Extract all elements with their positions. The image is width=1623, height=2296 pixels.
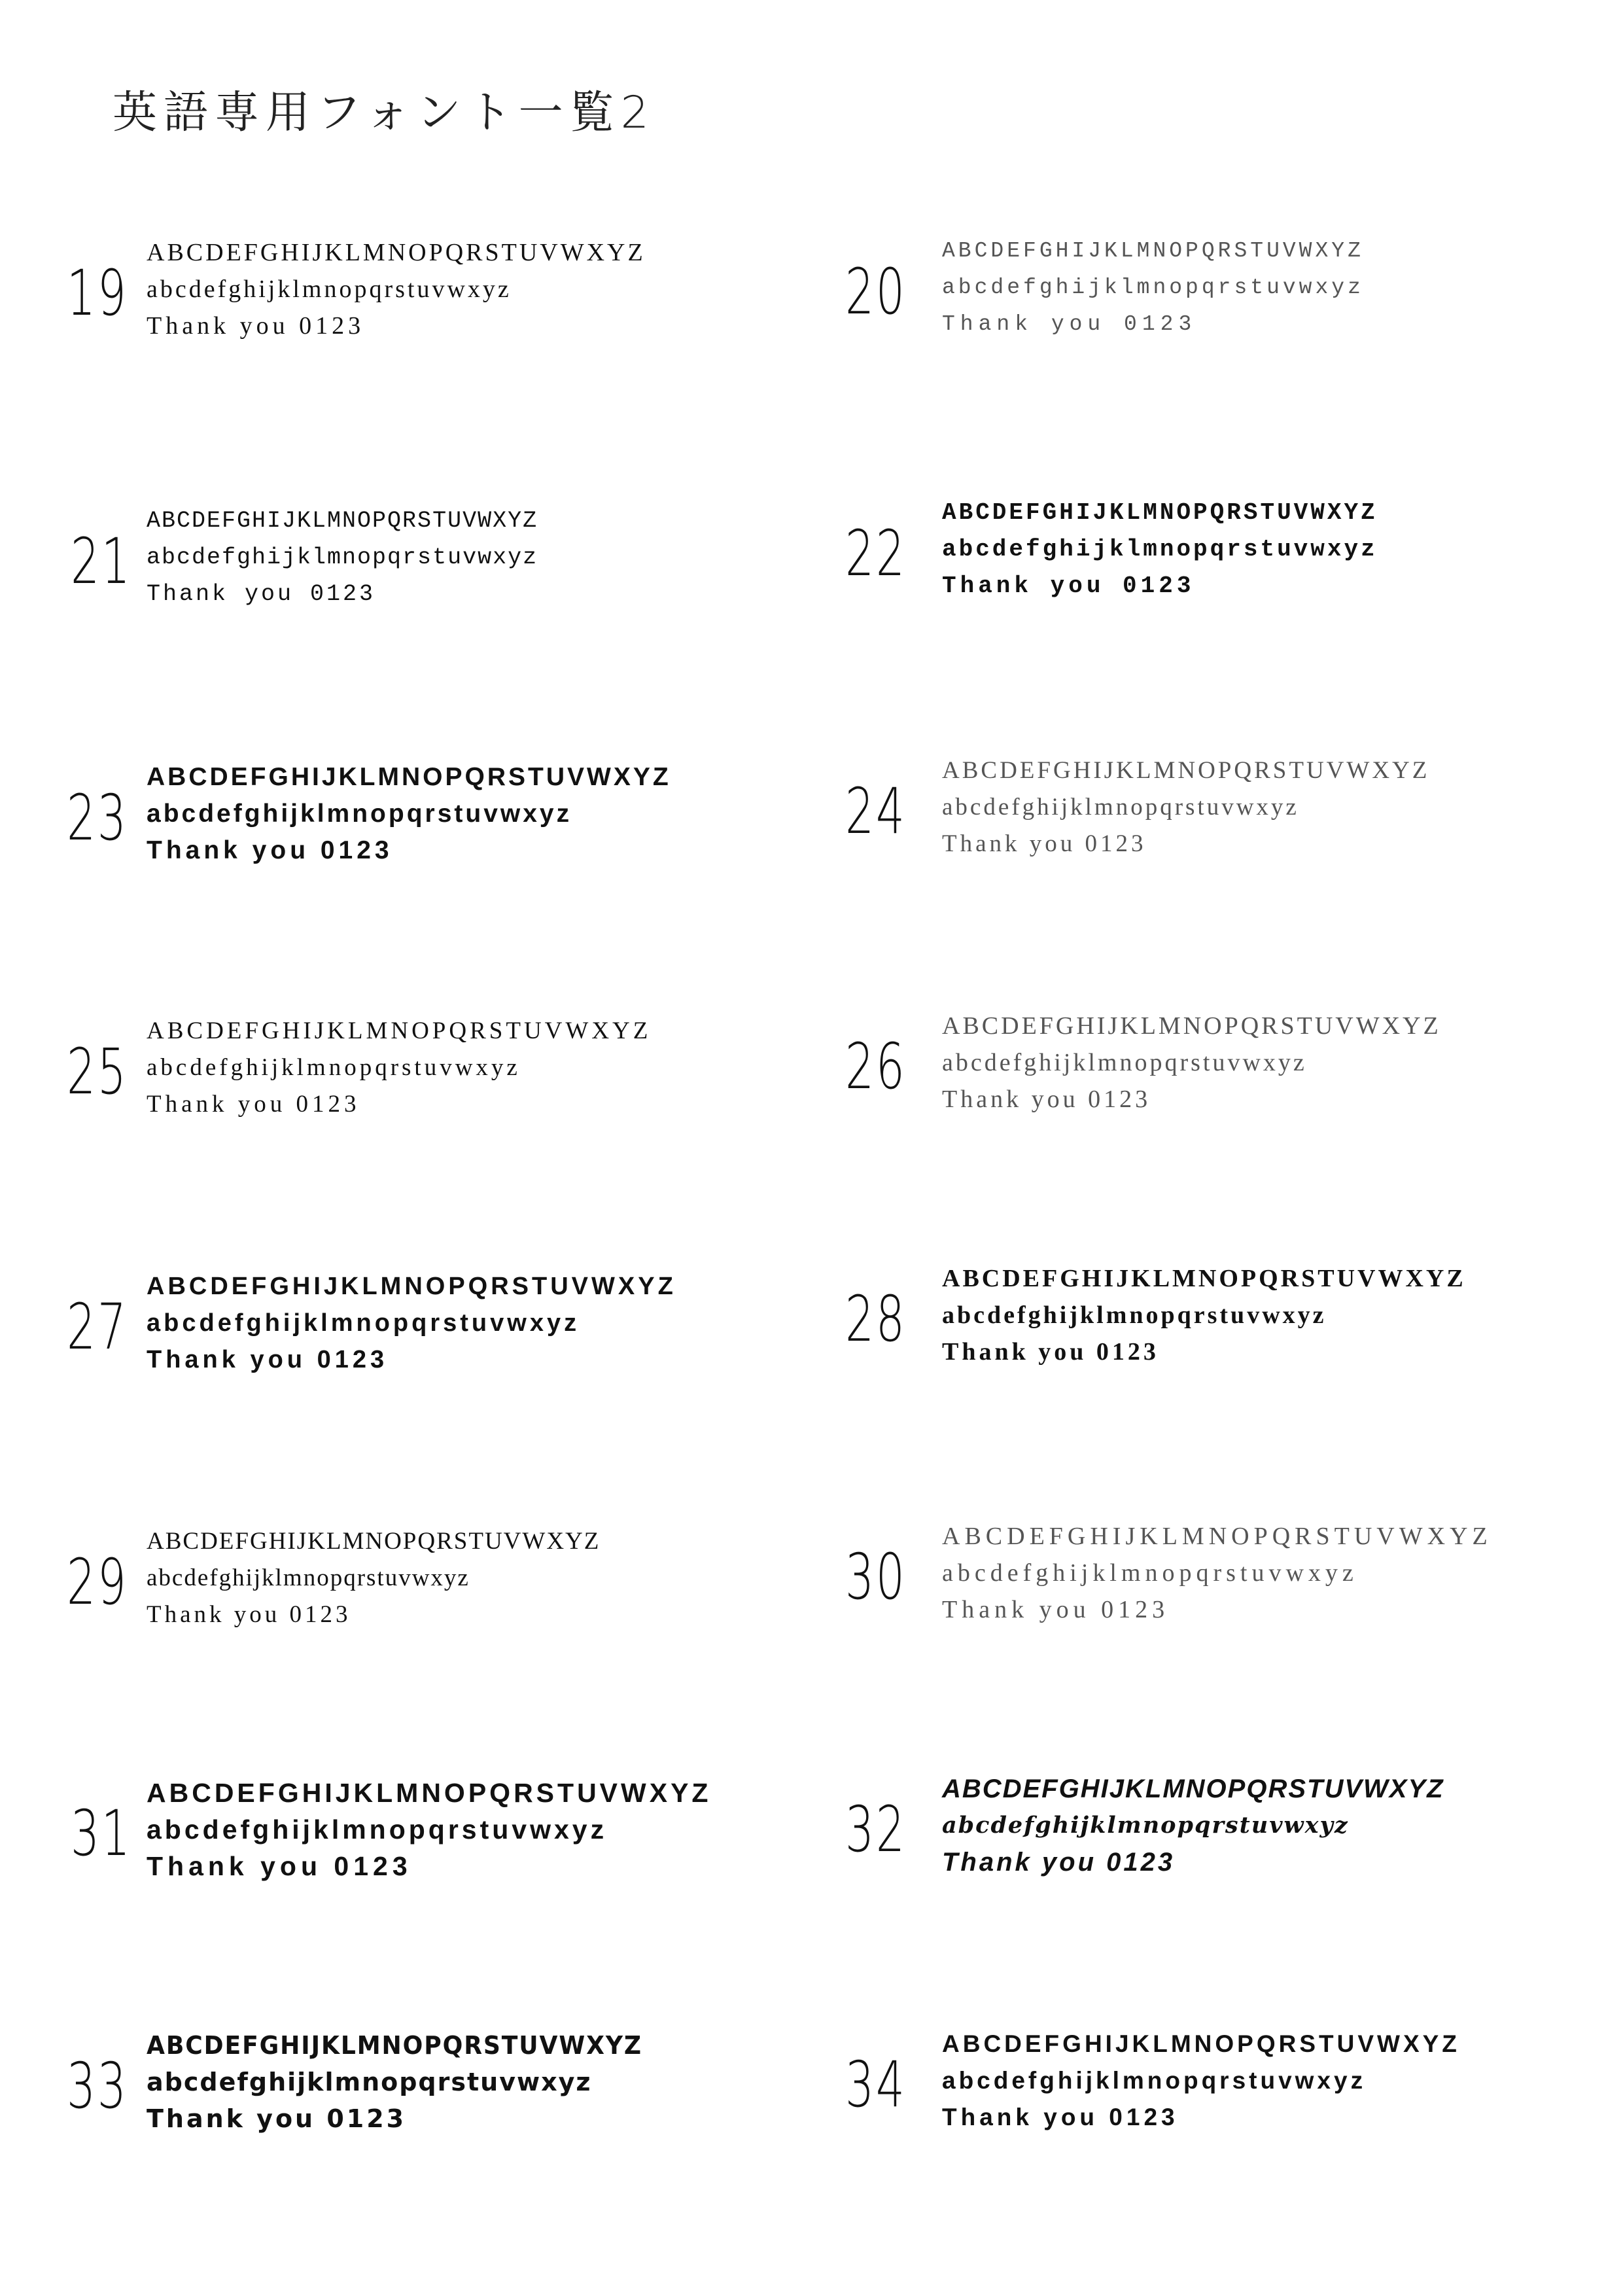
font-sample-26 xyxy=(845,1008,1597,1165)
uppercase-line: ABCDEFGHIJKLMNOPQRSTUVWXYZ xyxy=(147,1273,676,1300)
font-sample-22 xyxy=(845,495,1597,652)
lowercase-line: abcdefghijklmnopqrstuvwxyz xyxy=(942,536,1378,563)
lowercase-line: abcdefghijklmnopqrstuvwxyz xyxy=(147,1564,470,1591)
uppercase-line: ABCDEFGHIJKLMNOPQRSTUVWXYZ xyxy=(942,1523,1492,1550)
sample-number: 21 xyxy=(71,525,132,598)
phrase-line: Thank you 0123 xyxy=(147,1851,412,1881)
sample-number: 22 xyxy=(845,517,907,590)
phrase-line: Thank you 0123 xyxy=(942,1848,1176,1877)
sample-number: 24 xyxy=(845,775,907,848)
sample-number: 30 xyxy=(845,1540,907,1614)
uppercase-line: ABCDEFGHIJKLMNOPQRSTUVWXYZ xyxy=(147,1778,712,1808)
uppercase-line: ABCDEFGHIJKLMNOPQRSTUVWXYZ xyxy=(942,2030,1460,2057)
font-sample-24 xyxy=(845,752,1597,910)
uppercase-line: ABCDEFGHIJKLMNOPQRSTUVWXYZ xyxy=(147,508,538,534)
phrase-line: Thank you 0123 xyxy=(942,830,1147,857)
phrase-line: Thank you 0123 xyxy=(942,1086,1151,1113)
lowercase-line: abcdefghijklmnopqrstuvwxyz xyxy=(147,800,572,828)
phrase-line: Thank you 0123 xyxy=(147,1346,389,1373)
uppercase-line: ABCDEFGHIJKLMNOPQRSTUVWXYZ xyxy=(147,1528,601,1555)
sample-number: 25 xyxy=(67,1035,128,1108)
uppercase-line: ABCDEFGHIJKLMNOPQRSTUVWXYZ xyxy=(147,763,671,791)
phrase-line: Thank you 0123 xyxy=(942,573,1195,599)
font-sample-21 xyxy=(71,503,823,660)
uppercase-line: ABCDEFGHIJKLMNOPQRSTUVWXYZ xyxy=(147,239,646,266)
lowercase-line: abcdefghijklmnopqrstuvwxyz xyxy=(942,2067,1367,2094)
lowercase-line: abcdefghijklmnopqrstuvwxyz xyxy=(942,1559,1358,1587)
uppercase-line: ABCDEFGHIJKLMNOPQRSTUVWXYZ xyxy=(942,499,1378,526)
phrase-line: Thank you 0123 xyxy=(147,1601,351,1628)
phrase-line: Thank you 0123 xyxy=(147,2104,407,2133)
phrase-line: Thank you 0123 xyxy=(942,312,1197,336)
lowercase-line: abcdefghijklmnopqrstuvwxyz xyxy=(147,1309,580,1337)
font-sample-19 xyxy=(67,234,819,391)
lowercase-line: abcdefghijklmnopqrstuvwxyz xyxy=(147,275,512,303)
font-sample-33 xyxy=(67,2027,819,2184)
uppercase-line: ABCDEFGHIJKLMNOPQRSTUVWXYZ xyxy=(147,1017,652,1044)
font-sample-28 xyxy=(845,1260,1597,1417)
uppercase-line: ABCDEFGHIJKLMNOPQRSTUVWXYZ xyxy=(147,2031,642,2060)
phrase-line: Thank you 0123 xyxy=(942,2104,1179,2130)
uppercase-line: ABCDEFGHIJKLMNOPQRSTUVWXYZ xyxy=(942,1265,1466,1292)
font-sample-31 xyxy=(71,1775,823,1932)
page-title: 英語専用フォント一覧2 xyxy=(113,87,655,139)
phrase-line: Thank you 0123 xyxy=(942,1338,1159,1366)
sample-number: 23 xyxy=(67,781,128,855)
sample-number: 20 xyxy=(845,255,907,328)
font-sample-25 xyxy=(67,1013,819,1170)
lowercase-line: abcdefghijklmnopqrstuvwxyz xyxy=(147,544,538,571)
lowercase-line: abcdefghijklmnopqrstuvwxyz xyxy=(942,1812,1349,1839)
phrase-line: Thank you 0123 xyxy=(147,312,365,340)
uppercase-line: ABCDEFGHIJKLMNOPQRSTUVWXYZ xyxy=(942,1012,1441,1040)
lowercase-line: abcdefghijklmnopqrstuvwxyz xyxy=(147,1054,521,1081)
font-sample-32 xyxy=(845,1771,1597,1928)
sample-number: 31 xyxy=(71,1797,132,1870)
phrase-line: Thank you 0123 xyxy=(147,836,393,864)
sample-number: 32 xyxy=(845,1793,907,1866)
lowercase-line: abcdefghijklmnopqrstuvwxyz xyxy=(942,275,1364,300)
lowercase-line: abcdefghijklmnopqrstuvwxyz xyxy=(147,2068,592,2096)
font-sample-30 xyxy=(845,1518,1597,1675)
uppercase-line: ABCDEFGHIJKLMNOPQRSTUVWXYZ xyxy=(942,757,1430,784)
lowercase-line: abcdefghijklmnopqrstuvwxyz xyxy=(147,1814,608,1845)
font-sample-20 xyxy=(845,233,1597,390)
sample-number: 34 xyxy=(845,2048,907,2121)
uppercase-line: ABCDEFGHIJKLMNOPQRSTUVWXYZ xyxy=(942,1775,1444,1803)
sample-number: 27 xyxy=(67,1290,128,1364)
phrase-line: Thank you 0123 xyxy=(147,1091,360,1118)
font-sample-27 xyxy=(67,1268,819,1425)
sample-number: 29 xyxy=(67,1545,128,1619)
font-sample-29 xyxy=(67,1523,819,1680)
sample-number: 26 xyxy=(845,1030,907,1103)
sample-number: 19 xyxy=(67,256,128,330)
phrase-line: Thank you 0123 xyxy=(942,1596,1170,1623)
font-sample-23 xyxy=(67,759,819,916)
uppercase-line: ABCDEFGHIJKLMNOPQRSTUVWXYZ xyxy=(942,239,1364,263)
phrase-line: Thank you 0123 xyxy=(147,581,376,607)
sample-number: 33 xyxy=(67,2049,128,2123)
lowercase-line: abcdefghijklmnopqrstuvwxyz xyxy=(942,1301,1327,1329)
lowercase-line: abcdefghijklmnopqrstuvwxyz xyxy=(942,794,1299,821)
sample-number: 28 xyxy=(845,1282,907,1356)
font-sample-34 xyxy=(845,2026,1597,2183)
lowercase-line: abcdefghijklmnopqrstuvwxyz xyxy=(942,1049,1307,1076)
